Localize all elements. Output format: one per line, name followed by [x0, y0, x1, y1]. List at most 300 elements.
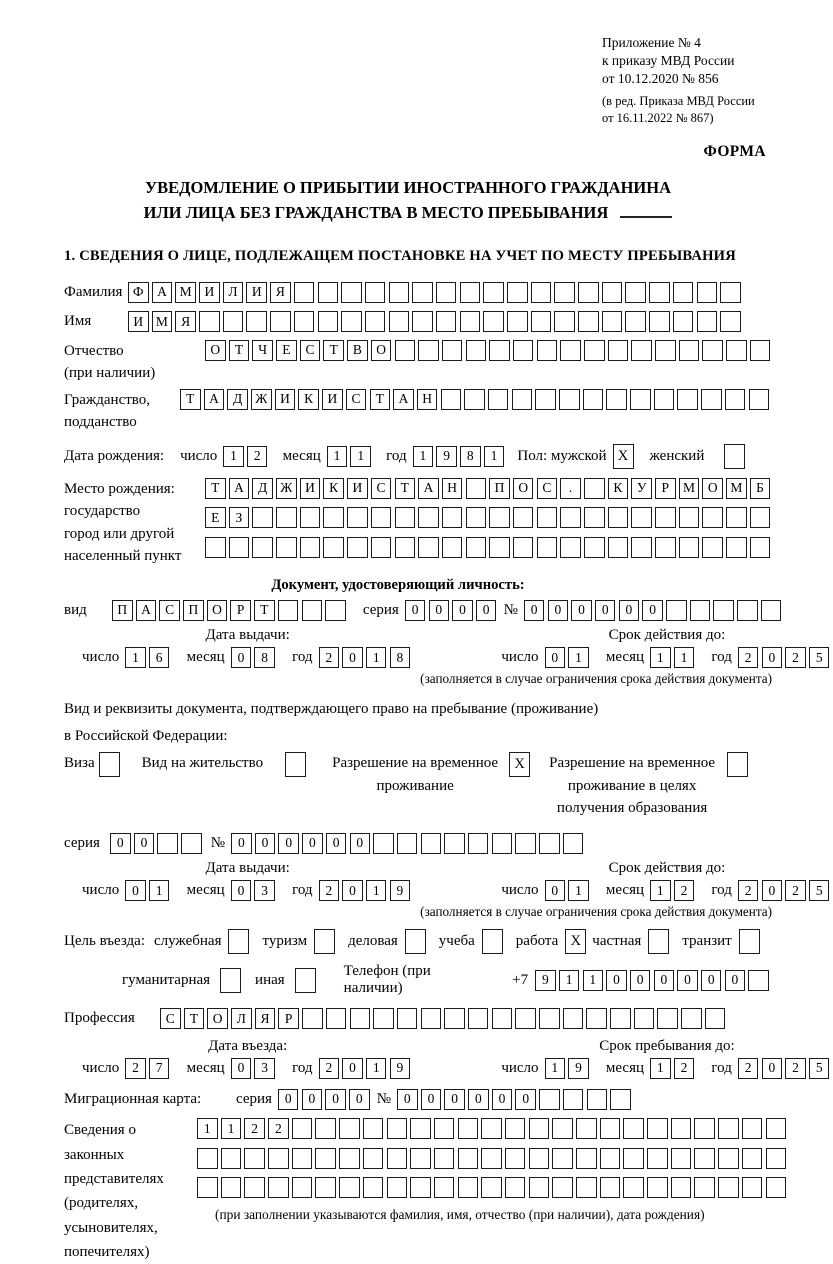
char-box[interactable]: Р [655, 478, 676, 499]
char-box[interactable] [468, 1008, 489, 1029]
char-box[interactable]: 1 [223, 446, 244, 467]
char-box[interactable] [697, 282, 718, 303]
char-box[interactable]: 0 [342, 1058, 363, 1079]
char-box[interactable] [671, 1177, 692, 1198]
char-box[interactable] [505, 1148, 526, 1169]
purpose-tourism-checkbox[interactable] [314, 929, 335, 954]
char-box[interactable]: 3 [254, 1058, 275, 1079]
char-box[interactable] [726, 340, 747, 361]
char-box[interactable] [302, 600, 323, 621]
char-box[interactable] [694, 1118, 715, 1139]
char-box[interactable]: 1 [327, 446, 348, 467]
char-box[interactable] [701, 389, 722, 410]
char-box[interactable] [434, 1177, 455, 1198]
char-box[interactable] [466, 340, 487, 361]
char-box[interactable] [655, 507, 676, 528]
char-box[interactable] [647, 1177, 668, 1198]
char-box[interactable]: А [393, 389, 414, 410]
char-box[interactable] [436, 282, 457, 303]
char-box[interactable]: 0 [231, 880, 252, 901]
char-box[interactable] [421, 833, 442, 854]
char-box[interactable]: 0 [571, 600, 592, 621]
char-box[interactable] [468, 833, 489, 854]
char-box[interactable]: 1 [568, 880, 589, 901]
char-box[interactable] [434, 1118, 455, 1139]
char-box[interactable] [673, 311, 694, 332]
char-box[interactable] [513, 537, 534, 558]
char-box[interactable]: Я [255, 1008, 276, 1029]
char-box[interactable]: 0 [762, 647, 783, 668]
char-box[interactable] [537, 340, 558, 361]
char-box[interactable]: 0 [545, 647, 566, 668]
char-box[interactable] [481, 1118, 502, 1139]
char-box[interactable] [197, 1148, 218, 1169]
char-box[interactable]: П [112, 600, 133, 621]
char-box[interactable] [505, 1177, 526, 1198]
char-box[interactable] [539, 1089, 560, 1110]
char-box[interactable]: 0 [342, 647, 363, 668]
char-box[interactable] [442, 507, 463, 528]
char-box[interactable] [512, 389, 533, 410]
char-box[interactable] [587, 1089, 608, 1110]
char-box[interactable]: 0 [405, 600, 426, 621]
char-box[interactable] [578, 282, 599, 303]
char-box[interactable]: Т [254, 600, 275, 621]
char-box[interactable] [421, 1008, 442, 1029]
char-box[interactable]: 0 [350, 833, 371, 854]
char-box[interactable] [229, 537, 250, 558]
char-box[interactable]: И [275, 389, 296, 410]
char-box[interactable] [679, 507, 700, 528]
char-box[interactable]: С [537, 478, 558, 499]
char-box[interactable] [221, 1177, 242, 1198]
char-box[interactable] [223, 311, 244, 332]
char-box[interactable]: 1 [650, 880, 671, 901]
purpose-business-checkbox[interactable] [405, 929, 426, 954]
char-box[interactable]: 0 [326, 833, 347, 854]
char-box[interactable] [535, 389, 556, 410]
char-box[interactable]: 0 [429, 600, 450, 621]
char-box[interactable]: К [323, 478, 344, 499]
char-box[interactable]: 0 [545, 880, 566, 901]
char-box[interactable] [205, 537, 226, 558]
char-box[interactable]: Р [278, 1008, 299, 1029]
char-box[interactable] [483, 311, 504, 332]
char-box[interactable]: П [183, 600, 204, 621]
char-box[interactable] [436, 311, 457, 332]
char-box[interactable]: 1 [583, 970, 604, 991]
char-box[interactable]: А [229, 478, 250, 499]
char-box[interactable]: 2 [319, 647, 340, 668]
visa-checkbox[interactable] [99, 752, 120, 777]
char-box[interactable]: Б [750, 478, 771, 499]
char-box[interactable]: 0 [452, 600, 473, 621]
char-box[interactable] [583, 389, 604, 410]
char-box[interactable] [515, 833, 536, 854]
char-box[interactable] [539, 833, 560, 854]
char-box[interactable] [677, 389, 698, 410]
char-box[interactable] [718, 1148, 739, 1169]
char-box[interactable]: 0 [654, 970, 675, 991]
char-box[interactable]: 0 [349, 1089, 370, 1110]
char-box[interactable] [513, 340, 534, 361]
char-box[interactable]: 8 [390, 647, 411, 668]
char-box[interactable] [750, 507, 771, 528]
char-box[interactable]: 1 [350, 446, 371, 467]
char-box[interactable] [221, 1148, 242, 1169]
char-box[interactable] [246, 311, 267, 332]
char-box[interactable]: 0 [278, 833, 299, 854]
char-box[interactable] [397, 1008, 418, 1029]
char-box[interactable] [278, 600, 299, 621]
char-box[interactable]: И [199, 282, 220, 303]
char-box[interactable] [489, 537, 510, 558]
char-box[interactable] [563, 833, 584, 854]
char-box[interactable] [515, 1008, 536, 1029]
char-box[interactable]: 0 [468, 1089, 489, 1110]
char-box[interactable]: 8 [460, 446, 481, 467]
char-box[interactable]: 0 [492, 1089, 513, 1110]
temp-residence-education-checkbox[interactable] [727, 752, 748, 777]
char-box[interactable]: З [229, 507, 250, 528]
char-box[interactable]: 2 [125, 1058, 146, 1079]
char-box[interactable] [341, 282, 362, 303]
char-box[interactable]: 0 [325, 1089, 346, 1110]
char-box[interactable]: 1 [221, 1118, 242, 1139]
char-box[interactable] [315, 1118, 336, 1139]
char-box[interactable]: С [159, 600, 180, 621]
char-box[interactable] [318, 282, 339, 303]
char-box[interactable] [300, 507, 321, 528]
char-box[interactable]: 1 [366, 880, 387, 901]
purpose-humanitarian-checkbox[interactable] [220, 968, 241, 993]
char-box[interactable] [584, 537, 605, 558]
char-box[interactable]: 0 [231, 833, 252, 854]
char-box[interactable] [350, 1008, 371, 1029]
char-box[interactable] [681, 1008, 702, 1029]
char-box[interactable] [434, 1148, 455, 1169]
char-box[interactable] [552, 1118, 573, 1139]
char-box[interactable] [610, 1008, 631, 1029]
char-box[interactable] [458, 1118, 479, 1139]
char-box[interactable]: Ж [276, 478, 297, 499]
char-box[interactable]: 1 [559, 970, 580, 991]
char-box[interactable]: 0 [134, 833, 155, 854]
char-box[interactable]: 6 [149, 647, 170, 668]
char-box[interactable]: С [160, 1008, 181, 1029]
char-box[interactable] [702, 537, 723, 558]
char-box[interactable] [339, 1148, 360, 1169]
char-box[interactable] [631, 537, 652, 558]
char-box[interactable] [694, 1148, 715, 1169]
char-box[interactable]: М [726, 478, 747, 499]
char-box[interactable] [697, 311, 718, 332]
char-box[interactable]: 1 [545, 1058, 566, 1079]
char-box[interactable] [679, 537, 700, 558]
char-box[interactable]: 0 [110, 833, 131, 854]
char-box[interactable] [507, 282, 528, 303]
char-box[interactable] [387, 1118, 408, 1139]
char-box[interactable]: 9 [390, 880, 411, 901]
char-box[interactable] [341, 311, 362, 332]
temp-residence-checkbox[interactable]: X [509, 752, 530, 777]
char-box[interactable]: 0 [606, 970, 627, 991]
char-box[interactable] [444, 1008, 465, 1029]
char-box[interactable]: С [371, 478, 392, 499]
char-box[interactable]: 0 [762, 880, 783, 901]
char-box[interactable] [197, 1177, 218, 1198]
char-box[interactable] [634, 1008, 655, 1029]
char-box[interactable] [315, 1177, 336, 1198]
char-box[interactable]: 1 [125, 647, 146, 668]
char-box[interactable] [749, 389, 770, 410]
char-box[interactable] [742, 1148, 763, 1169]
char-box[interactable]: И [347, 478, 368, 499]
char-box[interactable]: 0 [231, 647, 252, 668]
char-box[interactable]: Л [231, 1008, 252, 1029]
char-box[interactable]: Е [205, 507, 226, 528]
char-box[interactable] [412, 311, 433, 332]
char-box[interactable]: 2 [674, 880, 695, 901]
char-box[interactable] [560, 507, 581, 528]
char-box[interactable]: Н [417, 389, 438, 410]
char-box[interactable]: 1 [197, 1118, 218, 1139]
char-box[interactable] [657, 1008, 678, 1029]
char-box[interactable] [726, 537, 747, 558]
char-box[interactable] [444, 833, 465, 854]
gender-male-checkbox[interactable]: X [613, 444, 634, 469]
char-box[interactable] [373, 1008, 394, 1029]
char-box[interactable] [649, 282, 670, 303]
char-box[interactable] [748, 970, 769, 991]
char-box[interactable]: Т [229, 340, 250, 361]
char-box[interactable]: 0 [725, 970, 746, 991]
char-box[interactable]: Р [230, 600, 251, 621]
char-box[interactable]: П [489, 478, 510, 499]
char-box[interactable] [725, 389, 746, 410]
char-box[interactable]: 2 [785, 1058, 806, 1079]
char-box[interactable] [339, 1118, 360, 1139]
char-box[interactable]: 0 [642, 600, 663, 621]
char-box[interactable] [252, 537, 273, 558]
char-box[interactable] [507, 311, 528, 332]
char-box[interactable] [441, 389, 462, 410]
char-box[interactable] [606, 389, 627, 410]
char-box[interactable]: 0 [302, 833, 323, 854]
char-box[interactable] [623, 1148, 644, 1169]
char-box[interactable]: Т [180, 389, 201, 410]
char-box[interactable]: И [128, 311, 149, 332]
char-box[interactable] [292, 1118, 313, 1139]
char-box[interactable]: К [608, 478, 629, 499]
char-box[interactable] [531, 311, 552, 332]
char-box[interactable] [655, 340, 676, 361]
char-box[interactable] [584, 340, 605, 361]
char-box[interactable]: 2 [319, 1058, 340, 1079]
char-box[interactable] [737, 600, 758, 621]
char-box[interactable]: Т [205, 478, 226, 499]
char-box[interactable] [654, 389, 675, 410]
char-box[interactable]: Ф [128, 282, 149, 303]
char-box[interactable]: . [560, 478, 581, 499]
char-box[interactable] [410, 1118, 431, 1139]
char-box[interactable]: 1 [366, 1058, 387, 1079]
char-box[interactable] [742, 1177, 763, 1198]
char-box[interactable]: И [300, 478, 321, 499]
char-box[interactable]: 2 [674, 1058, 695, 1079]
char-box[interactable]: 1 [650, 647, 671, 668]
char-box[interactable]: 0 [231, 1058, 252, 1079]
char-box[interactable]: О [513, 478, 534, 499]
char-box[interactable]: Т [323, 340, 344, 361]
char-box[interactable] [702, 340, 723, 361]
purpose-transit-checkbox[interactable] [739, 929, 760, 954]
char-box[interactable]: 0 [515, 1089, 536, 1110]
char-box[interactable]: Д [252, 478, 273, 499]
char-box[interactable]: 0 [397, 1089, 418, 1110]
char-box[interactable]: 9 [436, 446, 457, 467]
char-box[interactable] [347, 537, 368, 558]
char-box[interactable]: Е [276, 340, 297, 361]
char-box[interactable] [761, 600, 782, 621]
char-box[interactable] [563, 1008, 584, 1029]
char-box[interactable] [466, 478, 487, 499]
char-box[interactable] [315, 1148, 336, 1169]
char-box[interactable]: 9 [568, 1058, 589, 1079]
char-box[interactable] [554, 282, 575, 303]
char-box[interactable] [529, 1177, 550, 1198]
char-box[interactable] [623, 1177, 644, 1198]
char-box[interactable]: 0 [677, 970, 698, 991]
char-box[interactable]: 7 [149, 1058, 170, 1079]
char-box[interactable] [647, 1118, 668, 1139]
char-box[interactable] [387, 1148, 408, 1169]
char-box[interactable] [649, 311, 670, 332]
char-box[interactable] [347, 507, 368, 528]
gender-female-checkbox[interactable] [724, 444, 745, 469]
char-box[interactable]: 0 [302, 1089, 323, 1110]
char-box[interactable] [552, 1177, 573, 1198]
char-box[interactable] [673, 282, 694, 303]
char-box[interactable] [292, 1177, 313, 1198]
char-box[interactable]: 2 [785, 880, 806, 901]
char-box[interactable] [559, 389, 580, 410]
char-box[interactable] [608, 340, 629, 361]
char-box[interactable] [268, 1177, 289, 1198]
char-box[interactable] [537, 507, 558, 528]
char-box[interactable]: Д [227, 389, 248, 410]
char-box[interactable] [442, 537, 463, 558]
char-box[interactable] [270, 311, 291, 332]
char-box[interactable] [671, 1118, 692, 1139]
char-box[interactable]: О [702, 478, 723, 499]
char-box[interactable]: О [371, 340, 392, 361]
char-box[interactable] [371, 507, 392, 528]
char-box[interactable]: М [175, 282, 196, 303]
char-box[interactable] [531, 282, 552, 303]
char-box[interactable] [625, 282, 646, 303]
char-box[interactable]: О [205, 340, 226, 361]
char-box[interactable]: И [322, 389, 343, 410]
char-box[interactable] [464, 389, 485, 410]
char-box[interactable]: 0 [476, 600, 497, 621]
char-box[interactable] [647, 1148, 668, 1169]
char-box[interactable] [586, 1008, 607, 1029]
char-box[interactable] [458, 1177, 479, 1198]
char-box[interactable] [410, 1177, 431, 1198]
char-box[interactable] [554, 311, 575, 332]
char-box[interactable] [578, 311, 599, 332]
residence-permit-checkbox[interactable] [285, 752, 306, 777]
char-box[interactable] [244, 1177, 265, 1198]
char-box[interactable] [460, 282, 481, 303]
char-box[interactable]: 2 [738, 880, 759, 901]
char-box[interactable]: 2 [785, 647, 806, 668]
char-box[interactable] [373, 833, 394, 854]
char-box[interactable] [325, 600, 346, 621]
char-box[interactable]: М [152, 311, 173, 332]
char-box[interactable] [363, 1148, 384, 1169]
char-box[interactable] [389, 311, 410, 332]
char-box[interactable] [488, 389, 509, 410]
char-box[interactable]: 0 [701, 970, 722, 991]
char-box[interactable]: 1 [413, 446, 434, 467]
char-box[interactable] [466, 507, 487, 528]
char-box[interactable]: О [207, 600, 228, 621]
char-box[interactable] [630, 389, 651, 410]
char-box[interactable] [418, 507, 439, 528]
char-box[interactable]: 0 [524, 600, 545, 621]
char-box[interactable]: Я [270, 282, 291, 303]
char-box[interactable] [720, 311, 741, 332]
char-box[interactable] [766, 1177, 787, 1198]
char-box[interactable]: Т [370, 389, 391, 410]
char-box[interactable]: 2 [738, 647, 759, 668]
char-box[interactable] [389, 282, 410, 303]
char-box[interactable] [326, 1008, 347, 1029]
char-box[interactable] [750, 537, 771, 558]
char-box[interactable]: 0 [548, 600, 569, 621]
char-box[interactable] [395, 507, 416, 528]
char-box[interactable] [560, 537, 581, 558]
char-box[interactable] [294, 282, 315, 303]
char-box[interactable] [292, 1148, 313, 1169]
char-box[interactable] [576, 1177, 597, 1198]
char-box[interactable] [694, 1177, 715, 1198]
char-box[interactable] [718, 1177, 739, 1198]
purpose-official-checkbox[interactable] [228, 929, 249, 954]
char-box[interactable] [276, 507, 297, 528]
char-box[interactable]: 0 [630, 970, 651, 991]
char-box[interactable] [302, 1008, 323, 1029]
char-box[interactable]: О [207, 1008, 228, 1029]
char-box[interactable]: С [346, 389, 367, 410]
char-box[interactable]: 0 [342, 880, 363, 901]
char-box[interactable]: 0 [125, 880, 146, 901]
char-box[interactable] [666, 600, 687, 621]
char-box[interactable]: 9 [535, 970, 556, 991]
purpose-study-checkbox[interactable] [482, 929, 503, 954]
char-box[interactable]: 0 [595, 600, 616, 621]
char-box[interactable] [742, 1118, 763, 1139]
char-box[interactable]: С [300, 340, 321, 361]
purpose-work-checkbox[interactable]: X [565, 929, 586, 954]
char-box[interactable] [483, 282, 504, 303]
char-box[interactable]: 2 [319, 880, 340, 901]
char-box[interactable]: Я [175, 311, 196, 332]
char-box[interactable]: 5 [809, 647, 830, 668]
char-box[interactable]: Ж [251, 389, 272, 410]
